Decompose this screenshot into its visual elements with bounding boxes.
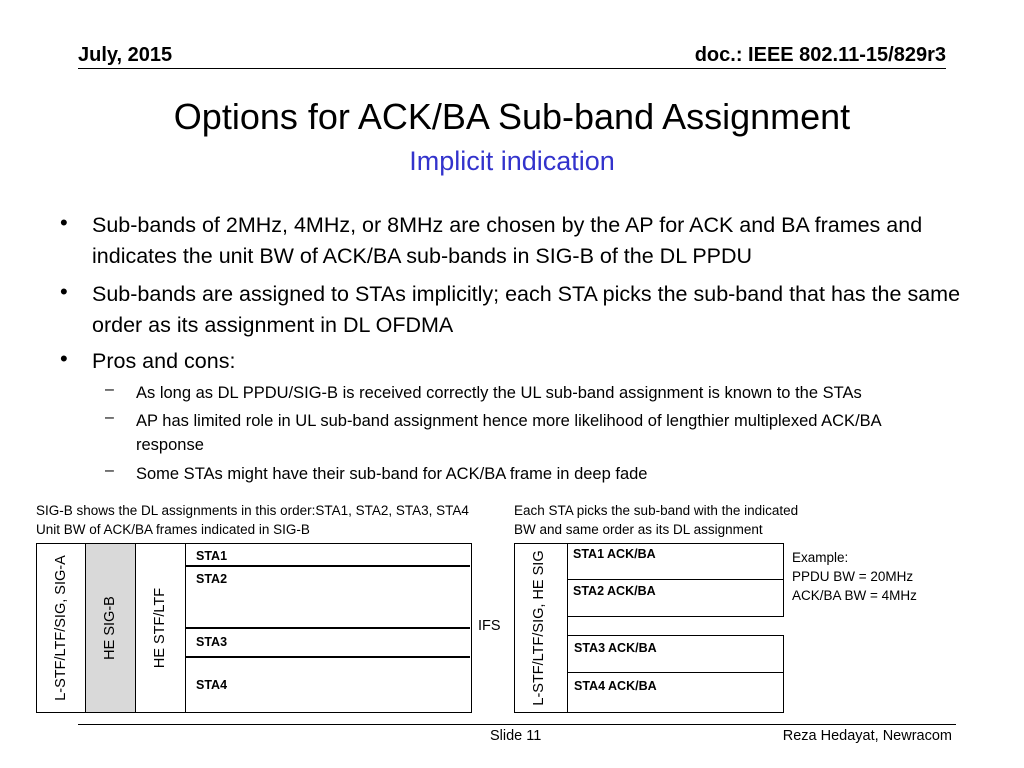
dl-sta3-label: STA3 [196, 635, 228, 649]
subbullet-item: As long as DL PPDU/SIG-B is received correctly the UL sub-band assignment is known to the STAs [136, 384, 862, 402]
subbullet-item: Some STAs might have their sub-band for ACK/BA frame in deep fade [136, 465, 648, 483]
bullet-marker: • [60, 346, 68, 371]
dl-subband-divider [186, 565, 470, 567]
dl-data-field [185, 543, 472, 713]
dl-note-order: SIG-B shows the DL assignments in this order:STA1, STA2, STA3, STA4 [36, 503, 469, 518]
bullet-item: Pros and cons: [92, 349, 236, 373]
dl-sta4-label: STA4 [196, 678, 228, 692]
slide-number: Slide 11 [490, 728, 542, 744]
dl-sta2-label: STA2 [196, 572, 228, 586]
ul-sta2-subband [567, 579, 784, 617]
ul-note-1: Each STA picks the sub-band with the indicated [514, 503, 799, 518]
subbullet-marker: – [105, 462, 114, 479]
he-sigb-label: HE SIG-B [102, 596, 118, 660]
subbullet-item: AP has limited role in UL sub-band assignment hence more likelihood of lengthier multiplexed ACK/BA response [136, 412, 881, 454]
ul-sta4-subband [567, 672, 784, 713]
example-ppdu-bw: PPDU BW = 20MHz [792, 569, 914, 584]
dl-subband-divider [186, 627, 470, 629]
header-rule [78, 68, 946, 69]
ifs-label: IFS [478, 618, 501, 634]
dl-sta1-label: STA1 [196, 549, 228, 563]
dl-legacy-preamble-label: L-STF/LTF/SIG, SIG-A [53, 555, 69, 701]
example-ackba-bw: ACK/BA BW = 4MHz [792, 588, 917, 603]
ul-legacy-preamble-field [514, 543, 568, 713]
ul-legacy-preamble-label: L-STF/LTF/SIG, HE SIG [531, 550, 547, 706]
ul-sta4-label: STA4 ACK/BA [574, 679, 657, 693]
bullet-marker: • [60, 210, 68, 235]
subbullet-marker: – [105, 409, 114, 426]
ul-sta2-label: STA2 ACK/BA [573, 584, 656, 598]
slide-title: Options for ACK/BA Sub-band Assignment [173, 96, 851, 137]
slide-subtitle: Implicit indication [409, 146, 615, 176]
he-sigb-field [85, 543, 136, 713]
bullet-marker: • [60, 279, 68, 304]
header-date: July, 2015 [78, 44, 173, 66]
dl-subband-divider [186, 656, 470, 658]
bullet-item: Sub-bands of 2MHz, 4MHz, or 8MHz are chosen by the AP for ACK and BA frames and indicates the unit BW of ACK/BA sub-bands in SIG-B of the DL PPDU [92, 213, 923, 268]
header-doc-id: doc.: IEEE 802.11-15/829r3 [694, 44, 946, 66]
example-heading: Example: [792, 550, 849, 565]
dl-note-unit-bw: Unit BW of ACK/BA frames indicated in SIG-B [36, 522, 310, 537]
footer-author: Reza Hedayat, Newracom [782, 728, 952, 744]
ul-note-2: BW and same order as its DL assignment [514, 522, 763, 537]
ul-sta3-label: STA3 ACK/BA [574, 641, 657, 655]
bullet-item: Sub-bands are assigned to STAs implicitly; each STA picks the sub-band that has the same order as its assignment in DL OFDMA [92, 282, 961, 337]
he-stf-ltf-field [135, 543, 186, 713]
footer-rule [78, 724, 956, 725]
ul-sta1-label: STA1 ACK/BA [573, 547, 656, 561]
dl-legacy-preamble-field [36, 543, 86, 713]
he-stf-ltf-label: HE STF/LTF [152, 587, 168, 669]
subbullet-marker: – [105, 381, 114, 398]
ul-sta1-subband [567, 543, 784, 580]
ul-sta3-subband [567, 635, 784, 673]
